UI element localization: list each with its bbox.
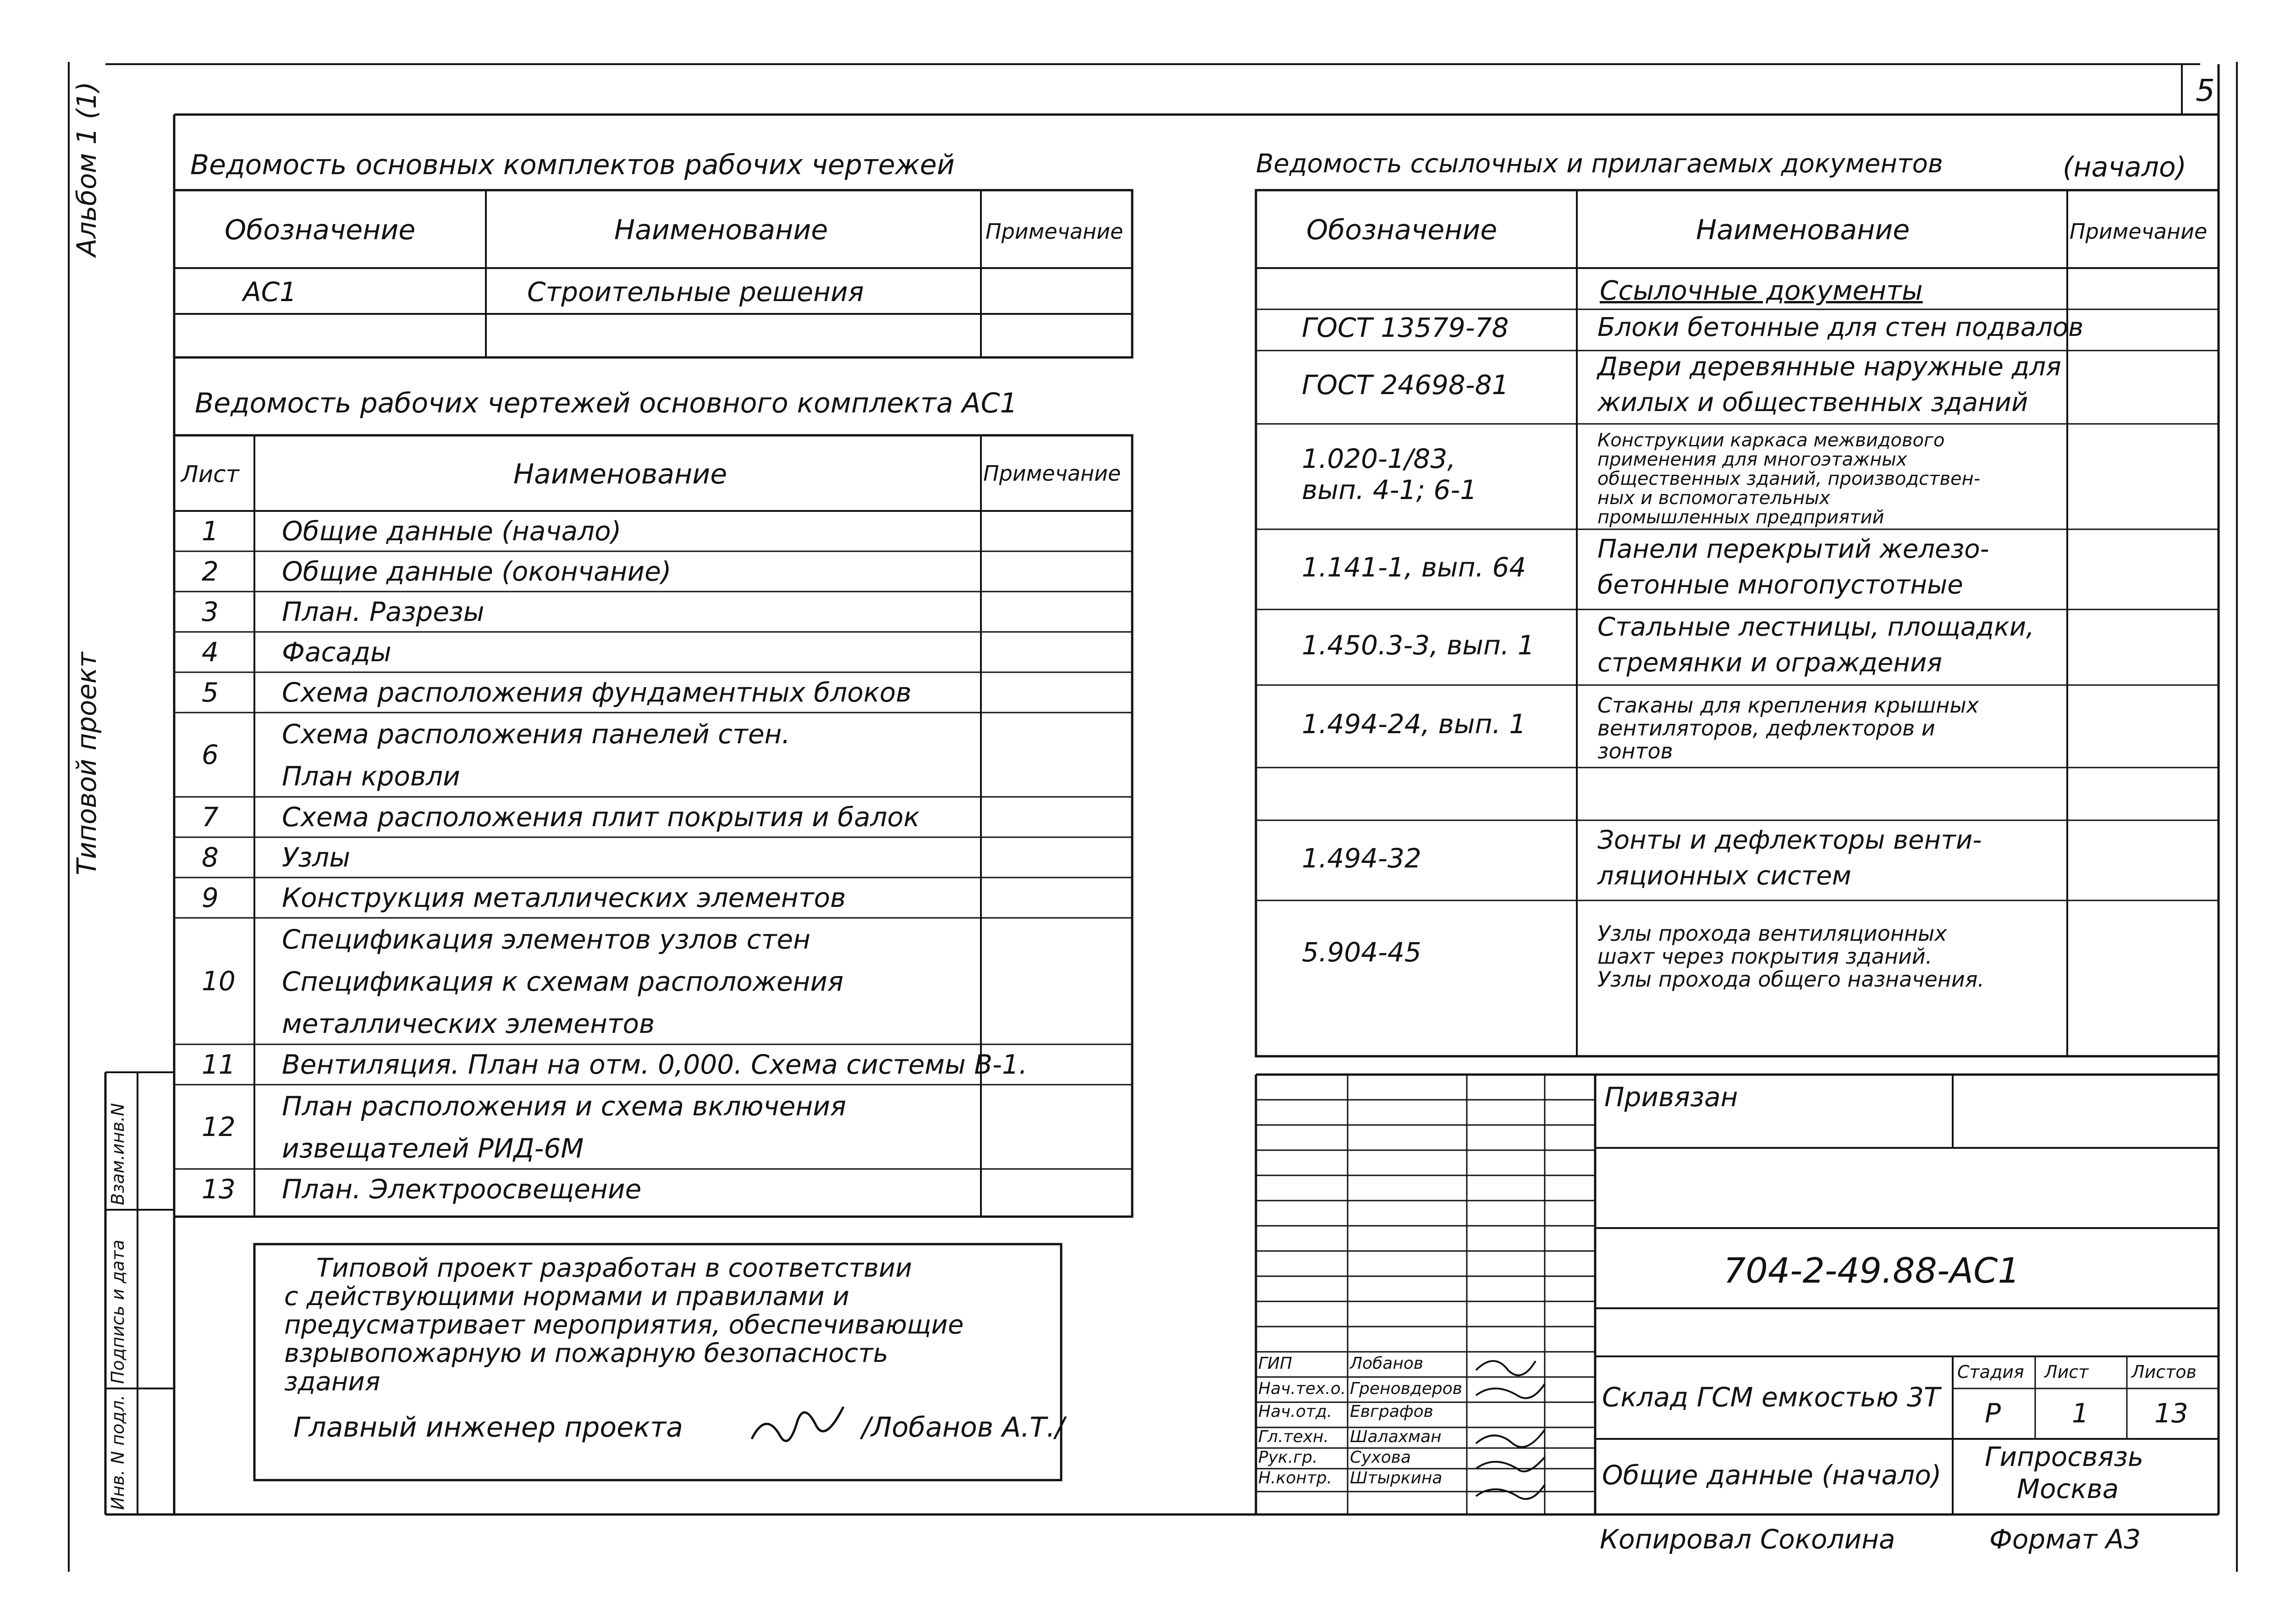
drawing-row-name: План. Разрезы <box>282 596 485 627</box>
reference-row-name: стремянки и ограждения <box>1597 647 1943 678</box>
drawing-row-sheet: 11 <box>202 1049 236 1080</box>
staff-name: Греновдеров <box>1350 1379 1462 1398</box>
reference-row-code: 1.450.3-3, вып. 1 <box>1302 629 1535 661</box>
drawing-row-name: металлических элементов <box>282 1008 655 1039</box>
signature-scribble <box>752 1407 843 1441</box>
drawing-row-sheet: 9 <box>202 882 219 913</box>
drawing-row-sheet: 5 <box>202 677 219 708</box>
drawing-row-sheet: 4 <box>202 636 219 668</box>
reference-row-code: 1.020-1/83, <box>1302 443 1456 474</box>
staff-role: Нач.тех.о. <box>1258 1379 1346 1398</box>
project-label: Типовой проект <box>71 652 102 875</box>
drawing-row-name: Общие данные (начало) <box>282 516 622 547</box>
staff-role: Нач.отд. <box>1258 1402 1332 1421</box>
reference-row-name: промышленных предприятий <box>1597 507 1884 528</box>
staff-role: Н.контр. <box>1258 1469 1332 1487</box>
drawing-row-sheet: 1 <box>202 516 219 547</box>
staff-role: Гл.техн. <box>1258 1427 1329 1446</box>
note-text-line: взрывопожарную и пожарную безопасность <box>284 1339 888 1368</box>
note-text-line: Типовой проект разработан в соответствии <box>316 1253 912 1283</box>
privyazan-label: Привязан <box>1604 1081 1738 1113</box>
reference-row-code: вып. 4-1; 6-1 <box>1302 474 1477 505</box>
reference-row-name: Стальные лестницы, площадки, <box>1597 612 2034 642</box>
reference-row-name: Узлы прохода общего назначения. <box>1597 966 1985 992</box>
sheets-value: 13 <box>2154 1398 2188 1429</box>
reference-row-name: жилых и общественных зданий <box>1597 388 2028 417</box>
organization-city: Москва <box>2017 1473 2119 1504</box>
document-code: 704-2-49.88-АС1 <box>1723 1250 2020 1291</box>
sheet-value: 1 <box>2072 1398 2089 1429</box>
reference-row-name: зонтов <box>1597 739 1673 763</box>
drawings-header-sheet: Лист <box>181 461 239 488</box>
stamp-signature-label: Подпись и дата <box>108 1240 128 1384</box>
chief-engineer-label: Главный инженер проекта <box>293 1411 683 1443</box>
stamp-replaced-label: Взам.инв.N <box>108 1103 128 1205</box>
main-sets-row-name: Строительные решения <box>527 276 864 307</box>
staff-name: Лобанов <box>1350 1354 1424 1373</box>
reference-row-name: бетонные многопустотные <box>1597 570 1963 600</box>
sheet-title: Общие данные (начало) <box>1602 1459 1942 1491</box>
stage-header: Стадия <box>1957 1362 2024 1382</box>
stage-value: Р <box>1985 1398 2001 1429</box>
reference-row-name: Двери деревянные наружные для <box>1597 352 2061 382</box>
drawing-row-sheet: 12 <box>202 1111 236 1142</box>
note-text-line: предусматривает мероприятия, обеспечивающие <box>284 1310 964 1340</box>
sheet-format: Формат А3 <box>1989 1524 2141 1555</box>
reference-row-name: общественных зданий, производствен- <box>1597 468 1981 489</box>
drawing-row-name: План кровли <box>282 761 460 792</box>
reference-row-name: шахт через покрытия зданий. <box>1597 944 1933 969</box>
sheet-header: Лист <box>2044 1362 2089 1382</box>
drawing-row-name: Спецификация к схемам расположения <box>282 966 844 997</box>
drawing-row-name: План расположения и схема включения <box>282 1091 846 1122</box>
references-title: Ведомость ссылочных и прилагаемых документов <box>1256 149 1943 179</box>
drawing-row-name: Конструкция металлических элементов <box>282 882 846 913</box>
reference-row-code: 5.904-45 <box>1302 936 1421 968</box>
drawing-row-name: Схема расположения плит покрытия и балок <box>282 801 920 833</box>
drawing-row-name: Схема расположения панелей стен. <box>282 719 790 750</box>
drawings-header-name: Наименование <box>513 458 727 490</box>
references-header-name: Наименование <box>1696 214 1910 246</box>
reference-row-code: ГОСТ 24698-81 <box>1302 369 1509 401</box>
corner-sheet-number: 5 <box>2196 73 2215 108</box>
album-label: Альбом 1 (1) <box>71 82 102 257</box>
drawing-row-sheet: 8 <box>202 842 219 873</box>
note-text-line: здания <box>284 1367 380 1397</box>
references-header-code: Обозначение <box>1306 214 1498 246</box>
drawing-row-name: План. Электроосвещение <box>282 1174 642 1205</box>
reference-row-code: 1.141-1, вып. 64 <box>1302 551 1526 583</box>
drawing-row-sheet: 6 <box>202 739 219 770</box>
reference-row-name: Стаканы для крепления крышных <box>1597 693 1979 718</box>
reference-row-name: ных и вспомогательных <box>1597 488 1830 509</box>
note-text-line: с действующими нормами и правилами и <box>284 1282 849 1311</box>
drawing-row-sheet: 3 <box>202 596 219 627</box>
chief-engineer-name: /Лобанов А.Т./ <box>862 1411 1065 1443</box>
stamp-inv-label: Инв. N подл. <box>108 1394 128 1510</box>
drawing-row-name: Общие данные (окончание) <box>282 556 672 587</box>
drawing-row-name: Вентиляция. План на отм. 0,000. Схема системы В-1. <box>282 1049 1028 1080</box>
staff-name: Сухова <box>1350 1448 1411 1467</box>
main-sets-header-note: Примечание <box>986 219 1123 244</box>
staff-name: Штыркина <box>1350 1469 1443 1487</box>
staff-role: ГИП <box>1258 1354 1293 1373</box>
main-sets-title: Ведомость основных комплектов рабочих чертежей <box>190 149 955 181</box>
drawings-header-note: Примечание <box>983 461 1121 486</box>
object-name: Склад ГСМ емкостью 3Т <box>1602 1382 1940 1413</box>
reference-row-code: 1.494-32 <box>1302 842 1421 874</box>
references-section-title: Ссылочные документы <box>1600 275 1923 306</box>
staff-role: Рук.гр. <box>1258 1448 1318 1467</box>
staff-name: Евграфов <box>1350 1402 1433 1421</box>
drawing-row-name: Узлы <box>282 842 351 873</box>
reference-row-name: Узлы прохода вентиляционных <box>1597 921 1947 946</box>
reference-row-name: ляционных систем <box>1597 861 1851 891</box>
reference-row-name: Блоки бетонные для стен подвалов <box>1597 313 2084 342</box>
reference-row-code: 1.494-24, вып. 1 <box>1302 708 1526 740</box>
reference-row-name: Панели перекрытий железо- <box>1597 534 1989 564</box>
references-header-note: Примечание <box>2070 219 2208 244</box>
staff-name: Шалахман <box>1350 1427 1442 1446</box>
drawing-row-name: Спецификация элементов узлов стен <box>282 924 811 955</box>
reference-row-code: ГОСТ 13579-78 <box>1302 312 1509 343</box>
drawings-title: Ведомость рабочих чертежей основного комплекта АС1 <box>195 387 1018 419</box>
reference-row-name: Конструкции каркаса межвидового <box>1597 430 1945 451</box>
reference-row-name: вентиляторов, дефлекторов и <box>1597 716 1935 741</box>
drawing-row-sheet: 7 <box>202 801 219 833</box>
drawing-row-sheet: 10 <box>202 966 236 997</box>
references-title-suffix: (начало) <box>2063 151 2187 183</box>
drawing-row-sheet: 13 <box>202 1174 236 1205</box>
drawing-row-name: извещателей РИД-6М <box>282 1133 584 1164</box>
main-sets-row-code: АС1 <box>243 276 297 307</box>
main-sets-header-name: Наименование <box>614 214 828 246</box>
sheets-header: Листов <box>2131 1362 2197 1382</box>
drawing-row-name: Фасады <box>282 636 391 668</box>
main-sets-header-code: Обозначение <box>225 214 416 246</box>
drawing-row-sheet: 2 <box>202 556 219 587</box>
copied-by: Копировал Соколина <box>1600 1524 1895 1555</box>
reference-row-name: Зонты и дефлекторы венти- <box>1597 825 1982 855</box>
reference-row-name: применения для многоэтажных <box>1597 449 1907 470</box>
drawing-row-name: Схема расположения фундаментных блоков <box>282 677 912 708</box>
organization-name: Гипросвязь <box>1985 1441 2144 1472</box>
